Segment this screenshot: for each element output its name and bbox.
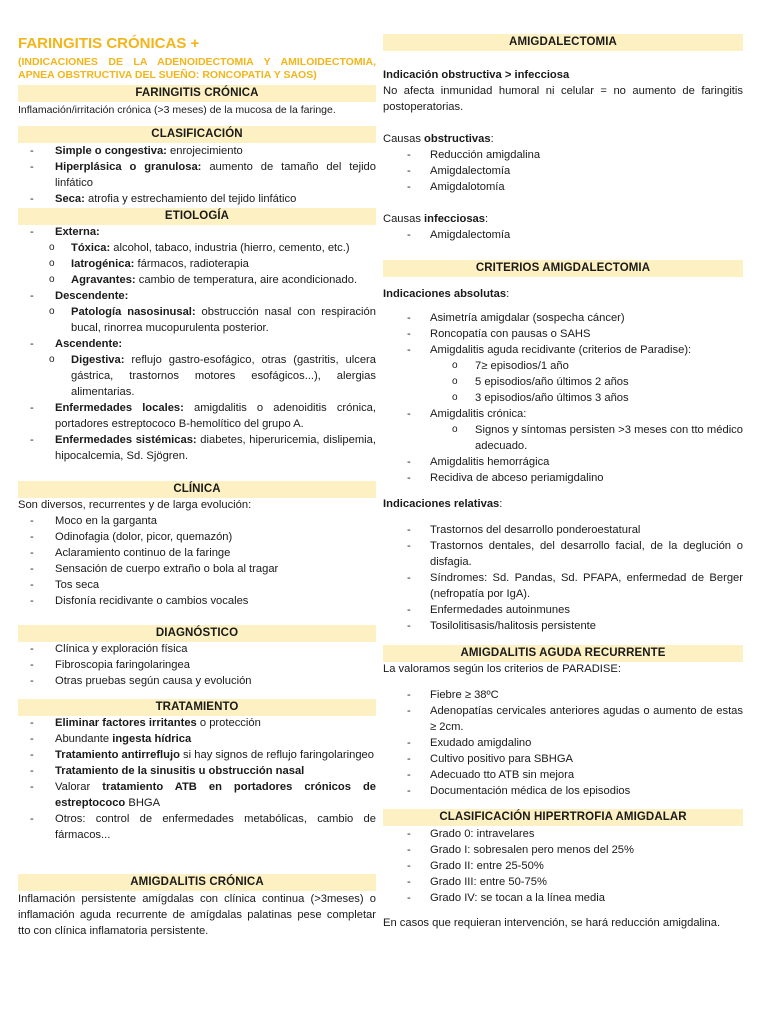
criterios-header: CRITERIOS AMIGDALECTOMIA <box>383 260 743 277</box>
clinica-content <box>18 497 376 609</box>
clasificacion-list <box>18 143 376 207</box>
page-subtitle: (INDICACIONES DE LA ADENOIDECTOMIA Y AMILOIDECTOMIA, APNEA OBSTRUCTIVA DEL SUEÑO: RONCOPATIA Y SAOS) <box>18 56 376 81</box>
list-item: - Tosilolitisasis/halitosis persistente <box>383 618 743 634</box>
diagnostico-list <box>18 641 376 689</box>
clinica-intro: Son diversos, recurrentes y de larga evolución: <box>18 499 252 511</box>
clasificacion-header: CLASIFICACIÓN <box>18 126 376 143</box>
list-item: - Enfermedades autoinmunes <box>383 602 743 618</box>
list-item: o 5 episodios/año últimos 2 años <box>383 374 743 390</box>
list-item: - Fiebre ≥ 38ºC <box>383 687 743 703</box>
list-item: - Grado IV: se tocan a la línea media <box>383 890 743 906</box>
list-item: - Grado III: entre 50-75% <box>383 874 743 890</box>
recurrente-intro: La valoramos según los criterios de PARADISE: <box>383 663 621 675</box>
list-item: - Enfermedades sistémicas: diabetes, hiperuricemia, dislipemia, hipocalcemia, Sd. Sjögren. <box>18 432 376 464</box>
causas-infecciosas: Causas infecciosas: <box>383 213 489 225</box>
tratamiento-list <box>18 715 376 843</box>
list-item: - Síndromes: Sd. Pandas, Sd. PFAPA, enfermedad de Berger (nefropatía por IgA). <box>383 570 743 602</box>
clinica-header: CLÍNICA <box>18 481 376 498</box>
list-item: o Tóxica: alcohol, tabaco, industria (hierro, cemento, etc.) <box>18 240 376 256</box>
page-title: FARINGITIS CRÓNICAS + <box>18 35 200 52</box>
hipertrofia-footer: En casos que requieran intervención, se hará reducción amigdalina. <box>383 917 721 929</box>
list-item: - Sensación de cuerpo extraño o bola al tragar <box>18 561 376 577</box>
list-item: - Simple o congestiva: enrojecimiento <box>18 143 376 159</box>
list-item: - Disfonía recidivante o cambios vocales <box>18 593 376 609</box>
list-item: - Trastornos del desarrollo ponderoestatural <box>383 522 743 538</box>
faringitis-header: FARINGITIS CRÓNICA <box>18 85 376 102</box>
list-item: - Amigdalotomía <box>383 179 743 195</box>
list-item: o Patología nasosinusal: obstrucción nasal con respiración bucal, rinorrea mucopurulenta posterior. <box>18 304 376 336</box>
list-item: o Iatrogénica: fármacos, radioterapia <box>18 256 376 272</box>
list-item: - Cultivo positivo para SBHGA <box>383 751 743 767</box>
list-item: - Abundante ingesta hídrica <box>18 731 376 747</box>
criterios-content <box>383 286 743 634</box>
indicaciones-relativas: Indicaciones relativas: <box>383 498 503 510</box>
list-item: - Amigdalitis hemorrágica <box>383 454 743 470</box>
list-item: - Grado 0: intravelares <box>383 826 743 842</box>
recurrente-content <box>383 661 743 799</box>
list-item: - Descendente: <box>18 288 376 304</box>
list-item: - Enfermedades locales: amigdalitis o adenoiditis crónica, portadores estreptococo B-hemolítico del grupo A. <box>18 400 376 432</box>
list-item: - Amigdalitis aguda recidivante (criterios de Paradise): <box>383 342 743 358</box>
recurrente-header: AMIGDALITIS AGUDA RECURRENTE <box>383 645 743 662</box>
list-item: - Ascendente: <box>18 336 376 352</box>
list-item: - Roncopatía con pausas o SAHS <box>383 326 743 342</box>
list-item: - Tos seca <box>18 577 376 593</box>
amigdalitis-cronica-definition: Inflamación persistente amígdalas con clínica continua (>3meses) o inflamación aguda recurrente de amígdalas palatinas pese completar tto con clínica inflamatoria persistente. <box>18 893 376 937</box>
list-item: o 7≥ episodios/1 año <box>383 358 743 374</box>
list-item: - Recidiva de abceso periamigdalino <box>383 470 743 486</box>
list-item: - Exudado amigdalino <box>383 735 743 751</box>
indicacion-obstructiva: Indicación obstructiva > infecciosa <box>383 69 570 81</box>
list-item: o Signos y síntomas persisten >3 meses con tto médico adecuado. <box>383 422 743 454</box>
list-item: - Adecuado tto ATB sin mejora <box>383 767 743 783</box>
list-item: - Externa: <box>18 224 376 240</box>
etiologia-content <box>18 224 376 464</box>
hipertrofia-content <box>383 826 743 931</box>
amigdalectomia-header: AMIGDALECTOMIA <box>383 34 743 51</box>
list-item: - Aclaramiento continuo de la faringe <box>18 545 376 561</box>
tratamiento-header: TRATAMIENTO <box>18 699 376 716</box>
list-item: - Trastornos dentales, del desarrollo facial, de la deglución o disfagia. <box>383 538 743 570</box>
list-item: - Moco en la garganta <box>18 513 376 529</box>
list-item: - Valorar tratamiento ATB en portadores crónicos de estreptococo BHGA <box>18 779 376 811</box>
list-item: - Fibroscopia faringolaringea <box>18 657 376 673</box>
list-item: - Amigdalectomía <box>383 163 743 179</box>
list-item: - Seca: atrofia y estrechamiento del tejido linfático <box>18 191 376 207</box>
list-item: - Amigdalitis crónica: <box>383 406 743 422</box>
list-item: - Asimetría amigdalar (sospecha cáncer) <box>383 310 743 326</box>
list-item: o Digestiva: reflujo gastro-esofágico, otras (gastritis, ulcera gástrica, trastornos motores esofágicos...), alergias alimentarias. <box>18 352 376 400</box>
faringitis-definition: Inflamación/irritación crónica (>3 meses) de la mucosa de la faringe. <box>18 104 336 116</box>
hipertrofia-header: CLASIFICACIÓN HIPERTROFIA AMIGDALAR <box>383 809 743 826</box>
list-item: - Tratamiento antirreflujo si hay signos de reflujo faringolaringeo <box>18 747 376 763</box>
list-item: - Grado II: entre 25-50% <box>383 858 743 874</box>
list-item: - Hiperplásica o granulosa: aumento de tamaño del tejido linfático <box>18 159 376 191</box>
list-item: - Documentación médica de los episodios <box>383 783 743 799</box>
list-item: - Otros: control de enfermedades metabólicas, cambio de fármacos... <box>18 811 376 843</box>
indicaciones-absolutas: Indicaciones absolutas: <box>383 288 510 300</box>
diagnostico-header: DIAGNÓSTICO <box>18 625 376 642</box>
etiologia-header: ETIOLOGÍA <box>18 208 376 225</box>
list-item: - Adenopatías cervicales anteriores agudas o aumento de estas ≥ 2cm. <box>383 703 743 735</box>
list-item: - Clínica y exploración física <box>18 641 376 657</box>
list-item: o 3 episodios/año últimos 3 años <box>383 390 743 406</box>
list-item: - Grado I: sobresalen pero menos del 25% <box>383 842 743 858</box>
indicacion-text: No afecta inmunidad humoral ni celular = no aumento de faringitis postoperatorias. <box>383 85 743 113</box>
list-item: - Otras pruebas según causa y evolución <box>18 673 376 689</box>
causas-obstructivas: Causas obstructivas: <box>383 133 494 145</box>
list-item: o Agravantes: cambio de temperatura, aire acondicionado. <box>18 272 376 288</box>
list-item: - Odinofagia (dolor, picor, quemazón) <box>18 529 376 545</box>
amigdalectomia-content <box>383 67 743 243</box>
amigdalitis-cronica-header: AMIGDALITIS CRÓNICA <box>18 874 376 891</box>
list-item: - Amigdalectomía <box>383 227 743 243</box>
list-item: - Tratamiento de la sinusitis u obstrucción nasal <box>18 763 376 779</box>
list-item: - Reducción amigdalina <box>383 147 743 163</box>
list-item: - Eliminar factores irritantes o protección <box>18 715 376 731</box>
